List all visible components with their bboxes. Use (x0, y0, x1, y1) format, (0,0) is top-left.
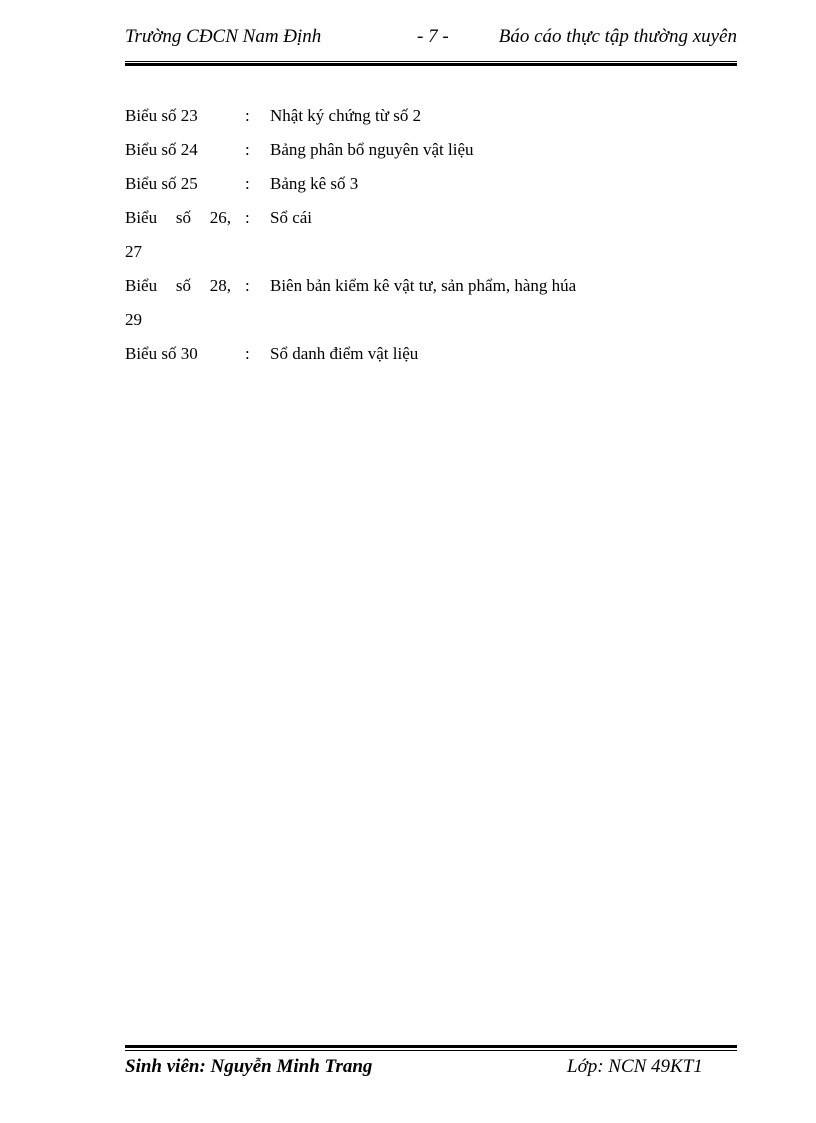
footer-rule-top (125, 1045, 737, 1048)
list-item (125, 137, 737, 171)
entry-text: Nhật ký chứng từ số 2 (270, 106, 422, 125)
entry-label-part: Biểu (125, 208, 158, 227)
entry-label-continuation: 29 (125, 310, 142, 329)
entry-text: Sổ danh điểm vật liệu (270, 344, 419, 363)
entry-separator: : (245, 140, 250, 159)
list-item (125, 273, 737, 307)
entry-label-part: 26, (209, 208, 231, 227)
list-item (125, 171, 737, 205)
entry-label-part: 28, (209, 276, 231, 295)
entry-separator: : (245, 174, 250, 193)
entry-text: Bảng kê số 3 (270, 174, 359, 193)
list-item-continuation (125, 307, 737, 341)
header-rule-bottom (125, 63, 737, 66)
class-name: Lớp: NCN 49KT1 (567, 1056, 703, 1077)
list-item (125, 205, 737, 239)
list-item-continuation (125, 239, 737, 273)
entry-label: Biểu số 30 (125, 344, 198, 363)
entry-separator: : (245, 106, 250, 125)
entry-label: Biểu số 23 (125, 106, 198, 125)
entry-label-part: số (175, 276, 191, 295)
page-number: - 7 - (417, 26, 449, 47)
entry-text: Biên bản kiểm kê vật tư, sản phẩm, hàng húa (270, 276, 577, 295)
entry-separator: : (245, 276, 250, 295)
entry-label: Biểu số 25 (125, 174, 198, 193)
entry-separator: : (245, 208, 250, 227)
figure-list (125, 103, 737, 375)
entry-label-continuation: 27 (125, 242, 142, 261)
page-header (125, 26, 737, 54)
entry-separator: : (245, 344, 250, 363)
entry-text: Sổ cái (270, 208, 313, 227)
entry-label-part: Biểu (125, 276, 158, 295)
list-item (125, 103, 737, 137)
student-name: Sinh viên: Nguyễn Minh Trang (125, 1056, 373, 1077)
entry-label: Biểu số 24 (125, 140, 198, 159)
footer-rule-bottom (125, 1050, 737, 1051)
header-rule-top (125, 61, 737, 62)
entry-text: Bảng phân bổ nguyên vật liệu (270, 140, 474, 159)
school-name: Trường CĐCN Nam Định (125, 26, 322, 47)
entry-label (125, 273, 231, 299)
entry-label (125, 205, 231, 231)
page-footer (125, 1056, 737, 1084)
report-title: Báo cáo thực tập thường xuyên (498, 26, 737, 47)
entry-label-part: số (175, 208, 191, 227)
list-item (125, 341, 737, 375)
